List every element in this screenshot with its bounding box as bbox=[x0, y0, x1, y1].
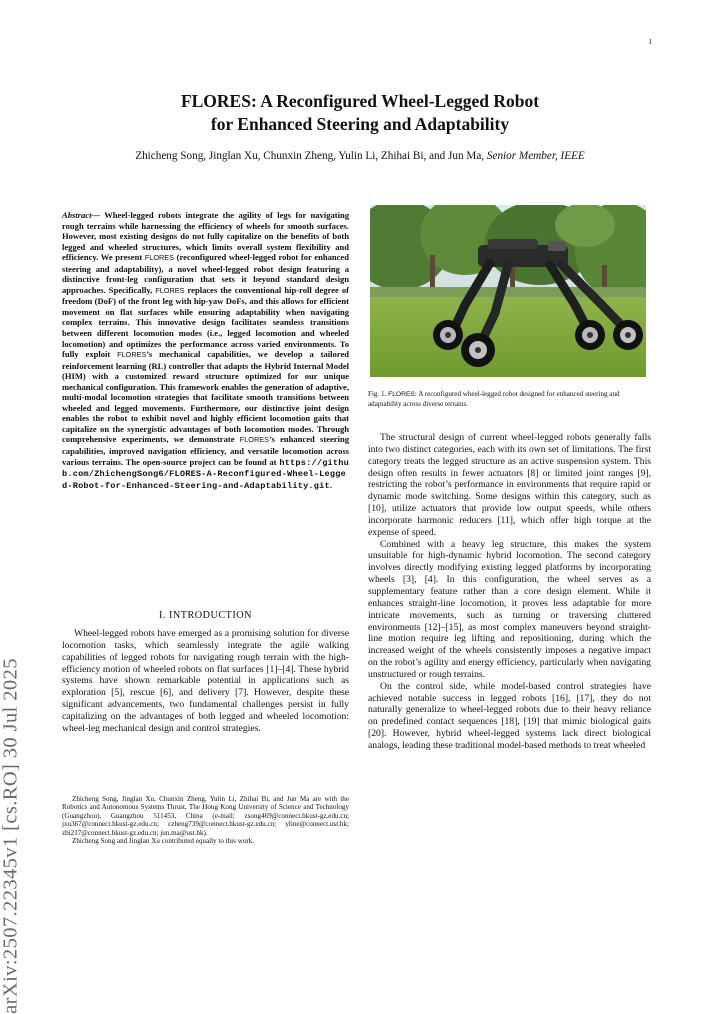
abstract-text-e: ’s enhanced steering capabilities, improved navigation efficiency, and versatile locomotion across various terrains. The open-source project can be found at bbox=[62, 434, 349, 467]
figure-caption-label: Fig. 1. bbox=[368, 390, 387, 398]
right-paragraph-1: The structural design of current wheel-legged robots generally falls into two distinct categories, each with its own set of limitations. The first category treats the legged structure as an active suspension system. This design often results in fewer actuators [8] or limited joint ranges [9], restricting the robot’s performance in environments that require rapid or dynamic mode switching. Some designs within this category, such as [10], utilize actuators that provide low output speeds, while others incorporate harmonic reducers [11], which offer high torque at the expense of speed. bbox=[368, 432, 651, 538]
right-column-text bbox=[368, 432, 651, 752]
affiliation-footnote bbox=[62, 795, 349, 845]
abstract-text-b: (reconfigured wheel-legged robot for enhanced steering and adaptability), a novel wheel-legged robot design featuring a distinctive front-leg configuration that sets it beyond standard design approaches. Specifically, bbox=[62, 252, 349, 295]
abstract-flores-2: FLORES bbox=[155, 285, 185, 295]
figure-caption-text: : A reconfigured wheel-legged robot designed for enhanced steering and adaptability across diverse terrains. bbox=[368, 390, 620, 408]
robot-photo bbox=[370, 205, 646, 377]
abstract bbox=[62, 210, 349, 491]
footnote-affiliations: Zhicheng Song, Jinglan Xu, Chunxin Zheng, Yulin Li, Zhihai Bi, and Jun Ma are with the Robotics and Autonomous Systems Thrust, The Hong Kong University of Science and Technology (Guangzhou), Guangzhou 511453, China (e-mail: zsong469@connect.hkust-gz.edu.cn; jxu367@connect.hkust-gz.edu.cn; czheng739@connect.hkust-gz.edu.cn; yline@connect.ust.hk; zbi217@connect.hkust-gz.edu.cn; jun.ma@ust.hk). bbox=[62, 795, 349, 837]
abstract-flores-3: FLORES bbox=[117, 350, 147, 360]
figure-caption bbox=[368, 390, 651, 408]
title-line-1: FLORES: A Reconfigured Wheel-Legged Robot bbox=[180, 91, 540, 111]
page-number: 1 bbox=[648, 38, 652, 46]
authors-title: Senior Member, IEEE bbox=[486, 150, 585, 162]
abstract-text-a: — Wheel-legged robots integrate the agility of legs for navigating rough terrains while harnessing the efficiency of wheels for smooth surfaces. However, most existing designs do not fully capitalize on the benefits of both legged and wheeled structures, which limits overall system flexibility and efficiency. We present bbox=[62, 210, 349, 263]
intro-paragraph: Wheel-legged robots have emerged as a promising solution for diverse locomotion tasks, which seamlessly integrate the agile walking capabilities of legged robots for navigating rough terrain with the high-efficiency motion of wheeled robots on flat surfaces [1]–[4]. These hybrid systems have shown remarkable potential in applications such as exploration [5], rescue [6], and delivery [7]. However, despite these significant advancements, two fundamental challenges persist in fully capitalizing on the advantages of both legged and wheeled locomotion: wheel-leg mechanical design and control strategies. bbox=[62, 628, 349, 734]
abstract-text-d: ’s mechanical capabilities, we develop a tailored reinforcement learning (RL) controller that adapts the Hybrid Internal Model (HIM) with a customized reward structure optimized for our unique mechanical configuration. This framework enables the generation of adaptive, multi-modal locomotion strategies that facilitate smooth transitions between wheeled and legged movements. Furthermore, our distinctive joint design enables the robot to exhibit novel and highly efficient locomotion gaits that capitalize on the synergistic advantages of both locomotion modes. Through comprehensive experiments, we demonstrate bbox=[62, 349, 349, 445]
figure-caption-flores: FLORES bbox=[388, 391, 415, 398]
abstract-flores-4: FLORES bbox=[239, 435, 269, 445]
abstract-text-c: replaces the conventional hip-roll degree of freedom (DoF) of the front leg with hip-yaw DoFs, and this allows for efficient movement on flat surfaces while ensuring adaptability when navigating complex terrains. This innovative design facilitates seamless transitions between different locomotion modes (i.e., legged locomotion and wheeled locomotion) and optimizes the performance across varied environments. To fully exploit bbox=[62, 284, 349, 360]
github-link[interactable]: https://github.com/ZhichengSong6/FLORES-A-Reconfigured-Wheel-Legged-Robot-for-Enhanced-Steering-and-Adaptability.git bbox=[62, 457, 349, 491]
abstract-end: . bbox=[329, 479, 332, 490]
title-line-2: for Enhanced Steering and Adaptability bbox=[210, 114, 510, 134]
authors-names: Zhicheng Song, Jinglan Xu, Chunxin Zheng, Yulin Li, Zhihai Bi, and Jun Ma, bbox=[135, 150, 485, 162]
arxiv-id: arXiv:2507.22345v1 [cs.RO] 30 Jul 2025 bbox=[0, 658, 22, 1014]
footnote-equal-contribution: Zhicheng Song and Jinglan Xu contributed equally to this work. bbox=[72, 837, 255, 846]
section-heading: I. INTRODUCTION bbox=[159, 610, 252, 621]
author-list bbox=[0, 150, 720, 162]
abstract-flores-1: FLORES bbox=[144, 253, 175, 263]
intro-text bbox=[62, 628, 349, 735]
right-paragraph-3: On the control side, while model-based control strategies have achieved notable success in legged robots [16], [17], they do not naturally generalize to wheel-legged robots due to their heavy reliance on predefined contact sequences [18], [19] that mimic biological gaits [20]. However, hybrid wheel-legged systems lack direct biological analogs, leading these traditional model-based methods to treat wheeled bbox=[368, 680, 651, 751]
paper-title bbox=[0, 90, 720, 136]
right-paragraph-2: Combined with a heavy leg structure, this makes the system unsuitable for high-dynamic hybrid locomotion. The second category involves directly modifying existing legged platforms by incorporating wheels [3], [4]. In this configuration, the wheel serves as a supplementary feature rather than a core design element. While it enhances straight-line locomotion, it proves less adaptable for more intricate movements, such as turning or traversing cluttered environments [12]–[15], as most complex maneuvers beyond straight-line motion require leg lifting and repositioning, during which the increased weight of the wheels consistently imposes a negative impact on the robot’s agility and energy efficiency, particularly when navigating unstructured or rough terrains. bbox=[368, 538, 651, 680]
abstract-label: Abstract bbox=[62, 210, 92, 220]
